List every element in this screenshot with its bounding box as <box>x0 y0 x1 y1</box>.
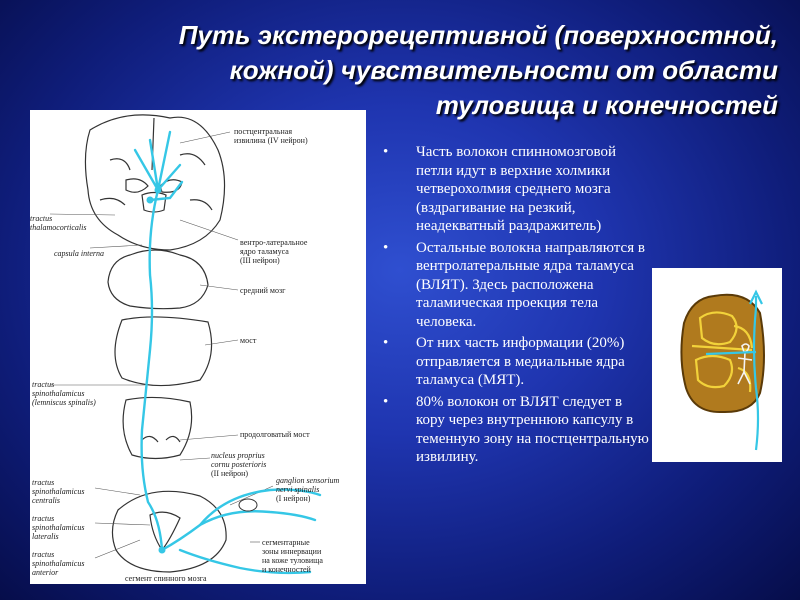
label-segmental-zones <box>262 538 323 574</box>
label-lateralis-line-3: lateralis <box>32 532 59 541</box>
label-segzones-line-2: зоны иннервации <box>262 547 322 556</box>
label-ventrolateral-line-3: (III нейрон) <box>240 256 280 265</box>
label-thalamocortical-line-1: tractus <box>30 214 53 223</box>
medulla-outline <box>123 397 192 458</box>
thalamus-drawing <box>652 268 782 462</box>
label-centralis-line-2: spinothalamicus <box>32 487 85 496</box>
bullet-item: • От них часть информации (20%) отправляется в медиальные ядра таламуса (МЯТ). <box>380 334 652 390</box>
label-spinothalamic-line-2: spinothalamicus <box>32 389 85 398</box>
label-ganglion-line-1: ganglion sensorium <box>276 476 340 485</box>
label-centralis-line-1: tractus <box>32 478 55 487</box>
label-nucleus <box>211 451 266 478</box>
label-midbrain-line-1: средний мозг <box>240 286 286 295</box>
label-midbrain <box>240 286 285 295</box>
label-postcentral-line-1: постцентральная <box>234 127 293 136</box>
label-tract-lateralis <box>32 514 84 541</box>
label-ventrolateral <box>240 238 307 265</box>
label-postcentral <box>234 127 308 145</box>
pathway-main-tract <box>142 190 162 550</box>
label-thalamocortical <box>30 214 86 232</box>
spinal-ganglion <box>239 499 257 511</box>
label-spinothalamic-line-1: tractus <box>32 380 55 389</box>
title-line-1: Путь экстерорецептивной (поверхностной, <box>178 20 778 50</box>
bullet-item: • Остальные волокна направляются в вентролатеральные ядра таламуса (ВЛЯТ). Здесь расположена таламическая проекция тела человека. <box>380 239 652 332</box>
label-spinothalamic-line-3: (lemniscus spinalis) <box>32 398 96 407</box>
slide-title <box>58 18 778 123</box>
pathway-diagram <box>30 110 366 584</box>
label-anterior-line-2: spinothalamicus <box>32 559 85 568</box>
pathway-drawing <box>30 110 366 584</box>
label-ganglion-line-3: (I нейрон) <box>276 494 311 503</box>
label-nucleus-line-1: nucleus proprius <box>211 451 265 460</box>
label-ganglion <box>276 476 339 503</box>
label-thalamocortical-line-2: thalamocorticalis <box>30 223 87 232</box>
bullet-item: • 80% волокон от ВЛЯТ следует в кору через внутреннюю капсулу в теменную зону на постцентральную извилину. <box>380 393 652 467</box>
label-lateralis-line-2: spinothalamicus <box>32 523 85 532</box>
label-spinothalamic <box>32 380 96 407</box>
label-ganglion-line-2: nervi spinalis <box>276 485 320 494</box>
label-pons <box>240 336 256 345</box>
label-anterior-line-3: anterior <box>32 568 59 577</box>
thalamus-projection-image <box>652 268 782 462</box>
label-ventrolateral-line-2: ядро таламуса <box>240 247 289 256</box>
label-capsula-line-1: capsula interna <box>54 249 104 258</box>
label-centralis-line-3: centralis <box>32 496 60 505</box>
label-ventrolateral-line-1: вентро-латеральное <box>240 238 308 247</box>
label-segzones-line-4: и конечностей <box>262 565 311 574</box>
label-tract-anterior <box>32 550 84 577</box>
label-nucleus-line-2: cornu posterioris <box>211 460 267 469</box>
label-tract-centralis <box>32 478 84 505</box>
label-anterior-line-1: tractus <box>32 550 55 559</box>
midbrain-outline <box>108 250 208 309</box>
title-line-3: туловища и конечностей <box>435 90 778 120</box>
label-postcentral-line-2: извилина (IV нейрон) <box>234 136 308 145</box>
label-segzones-line-3: на коже туловища <box>262 556 323 565</box>
label-lateralis-line-1: tractus <box>32 514 55 523</box>
label-nucleus-line-3: (II нейрон) <box>211 469 249 478</box>
label-segment <box>125 574 207 583</box>
neuron-iv-body <box>155 187 162 194</box>
label-capsula <box>54 249 104 258</box>
neuron-ii-body <box>159 547 166 554</box>
neuron-iii-body <box>147 197 154 204</box>
label-segment-line-1: сегмент спинного мозга <box>125 574 207 583</box>
bullet-item: • Часть волокон спинномозговой петли идут в верхние холмики четверохолмия среднего мозга (вздрагивание на резкий, неадекватный раздражитель) <box>380 143 652 236</box>
label-medulla-line-1: продолговатый мост <box>240 430 310 439</box>
bullet-list <box>380 143 652 470</box>
label-pons-line-1: мост <box>240 336 257 345</box>
label-segzones-line-1: сегментарные <box>262 538 310 547</box>
title-line-2: кожной) чувствительности от области <box>229 55 778 85</box>
pons-outline <box>115 317 212 386</box>
label-medulla <box>240 430 310 439</box>
